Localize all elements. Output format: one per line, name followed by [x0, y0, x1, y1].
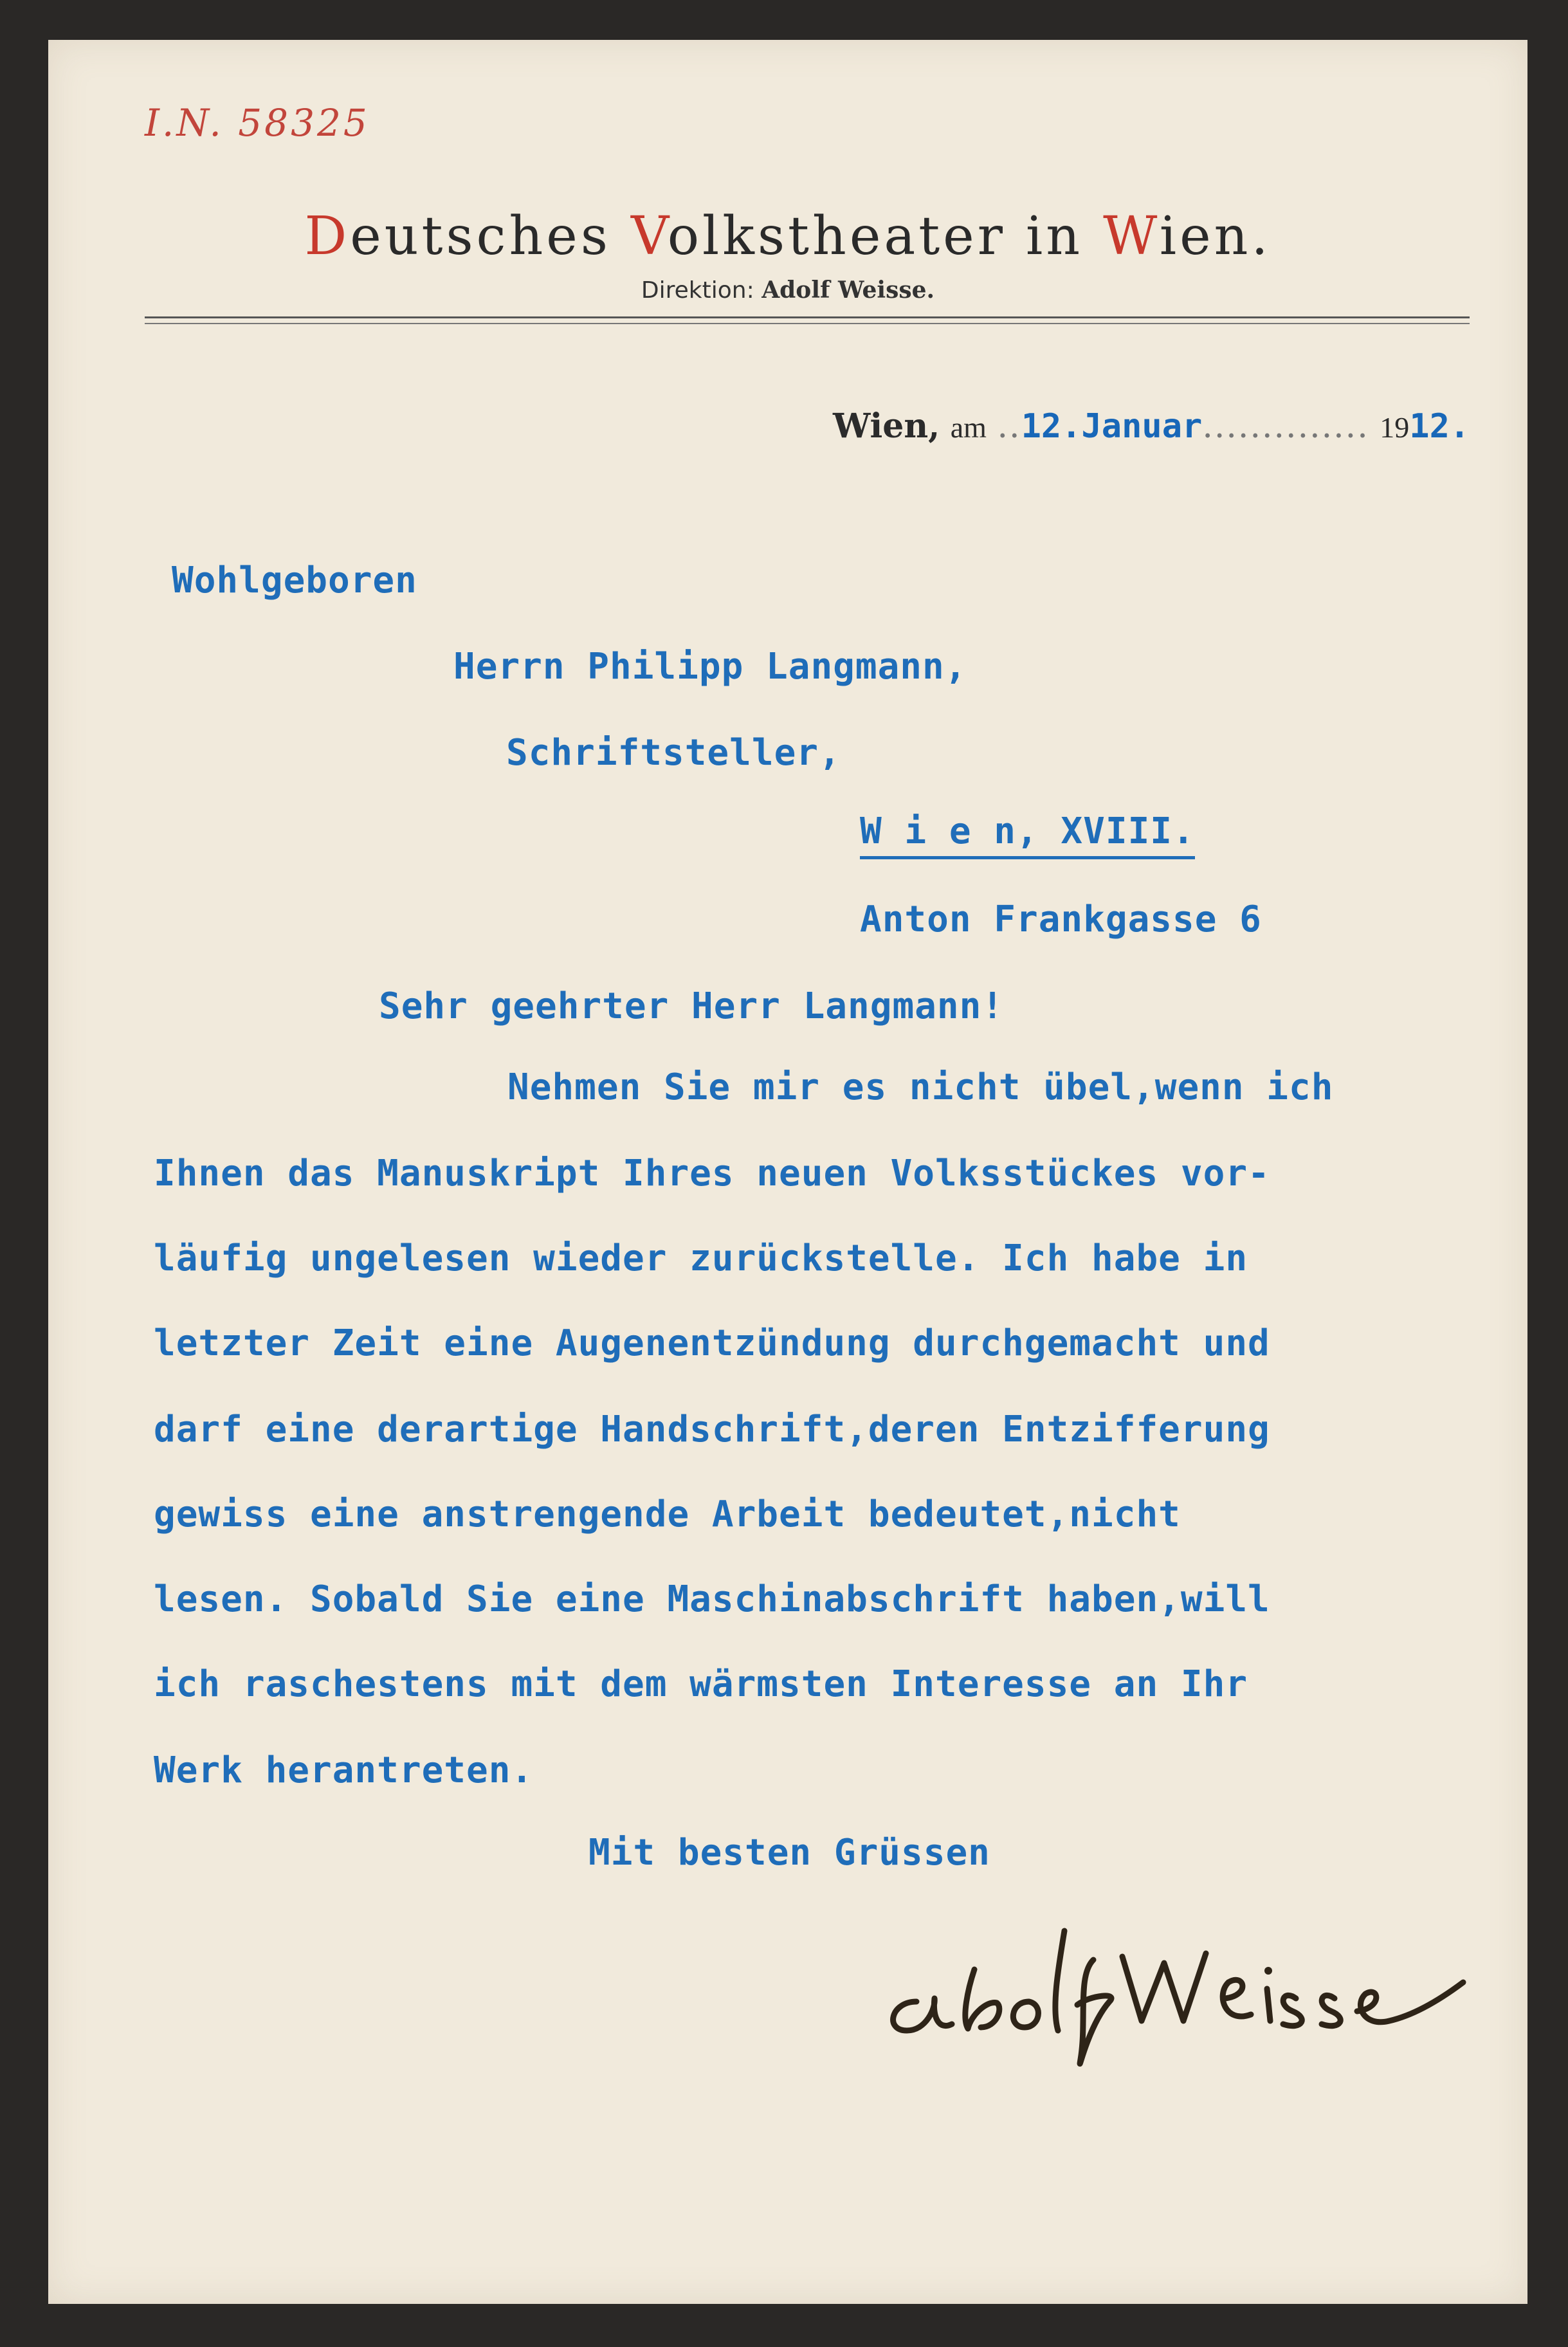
- closing: Mit besten Grüssen: [588, 1832, 990, 1874]
- date-year-suffix: 12.: [1409, 407, 1470, 446]
- date-place: Wien,: [833, 406, 940, 446]
- date-dots: ..............: [1202, 407, 1369, 446]
- dateline: [833, 406, 1470, 446]
- body-line: gewiss eine anstrengende Arbeit bedeutet,nicht: [154, 1493, 1181, 1535]
- body-line: Nehmen Sie mir es nicht übel,wenn ich: [507, 1066, 1334, 1108]
- handwritten-signature: [865, 1892, 1482, 2085]
- direktion-label: Direktion:: [641, 277, 754, 304]
- address-name: Herrn Philipp Langmann,: [453, 646, 967, 688]
- address-city-text: W i e n, XVIII.: [860, 810, 1195, 859]
- body-line: Ihnen das Manuskript Ihres neuen Volksstückes vor-: [154, 1153, 1270, 1194]
- letterhead-title-part: eutsches: [350, 206, 631, 267]
- letterhead-direktion: [48, 277, 1527, 304]
- body-line: letzter Zeit eine Augenentzündung durchgemacht und: [154, 1322, 1270, 1364]
- body-line: lesen. Sobald Sie eine Maschinabschrift haben,will: [154, 1578, 1270, 1620]
- address-salutation: Wohlgeboren: [172, 560, 417, 601]
- body-line: läufig ungelesen wieder zurückstelle. Ich habe in: [154, 1237, 1248, 1279]
- letterhead-title-part: olkstheater in: [667, 206, 1104, 267]
- body-line: Werk herantreten.: [154, 1749, 534, 1791]
- letterhead-title-part: D: [304, 206, 351, 267]
- date-dots: ..: [997, 407, 1021, 446]
- letterhead-title-part: ien.: [1159, 206, 1272, 267]
- address-street: Anton Frankgasse 6: [860, 899, 1262, 940]
- address-city: [860, 810, 1195, 852]
- letterhead-rule-thin: [145, 323, 1470, 324]
- body-line: ich raschestens mit dem wärmsten Interesse an Ihr: [154, 1663, 1248, 1705]
- letter-sheet: [48, 40, 1527, 2304]
- letterhead-title-part: V: [630, 206, 668, 267]
- archive-inventory-number: I.N. 58325: [145, 101, 370, 145]
- date-am: am: [950, 411, 987, 444]
- greeting: Sehr geehrter Herr Langmann!: [379, 985, 1005, 1027]
- date-year-prefix: 19: [1380, 411, 1410, 444]
- letterhead-title-part: W: [1103, 206, 1160, 267]
- letterhead-rule: [145, 316, 1470, 318]
- body-line: darf eine derartige Handschrift,deren Entzifferung: [154, 1409, 1270, 1450]
- address-profession: Schriftsteller,: [506, 732, 841, 774]
- letterhead-title: [48, 206, 1527, 267]
- date-day-month: 12.Januar: [1021, 407, 1203, 446]
- direktion-name: Adolf Weisse.: [761, 277, 935, 304]
